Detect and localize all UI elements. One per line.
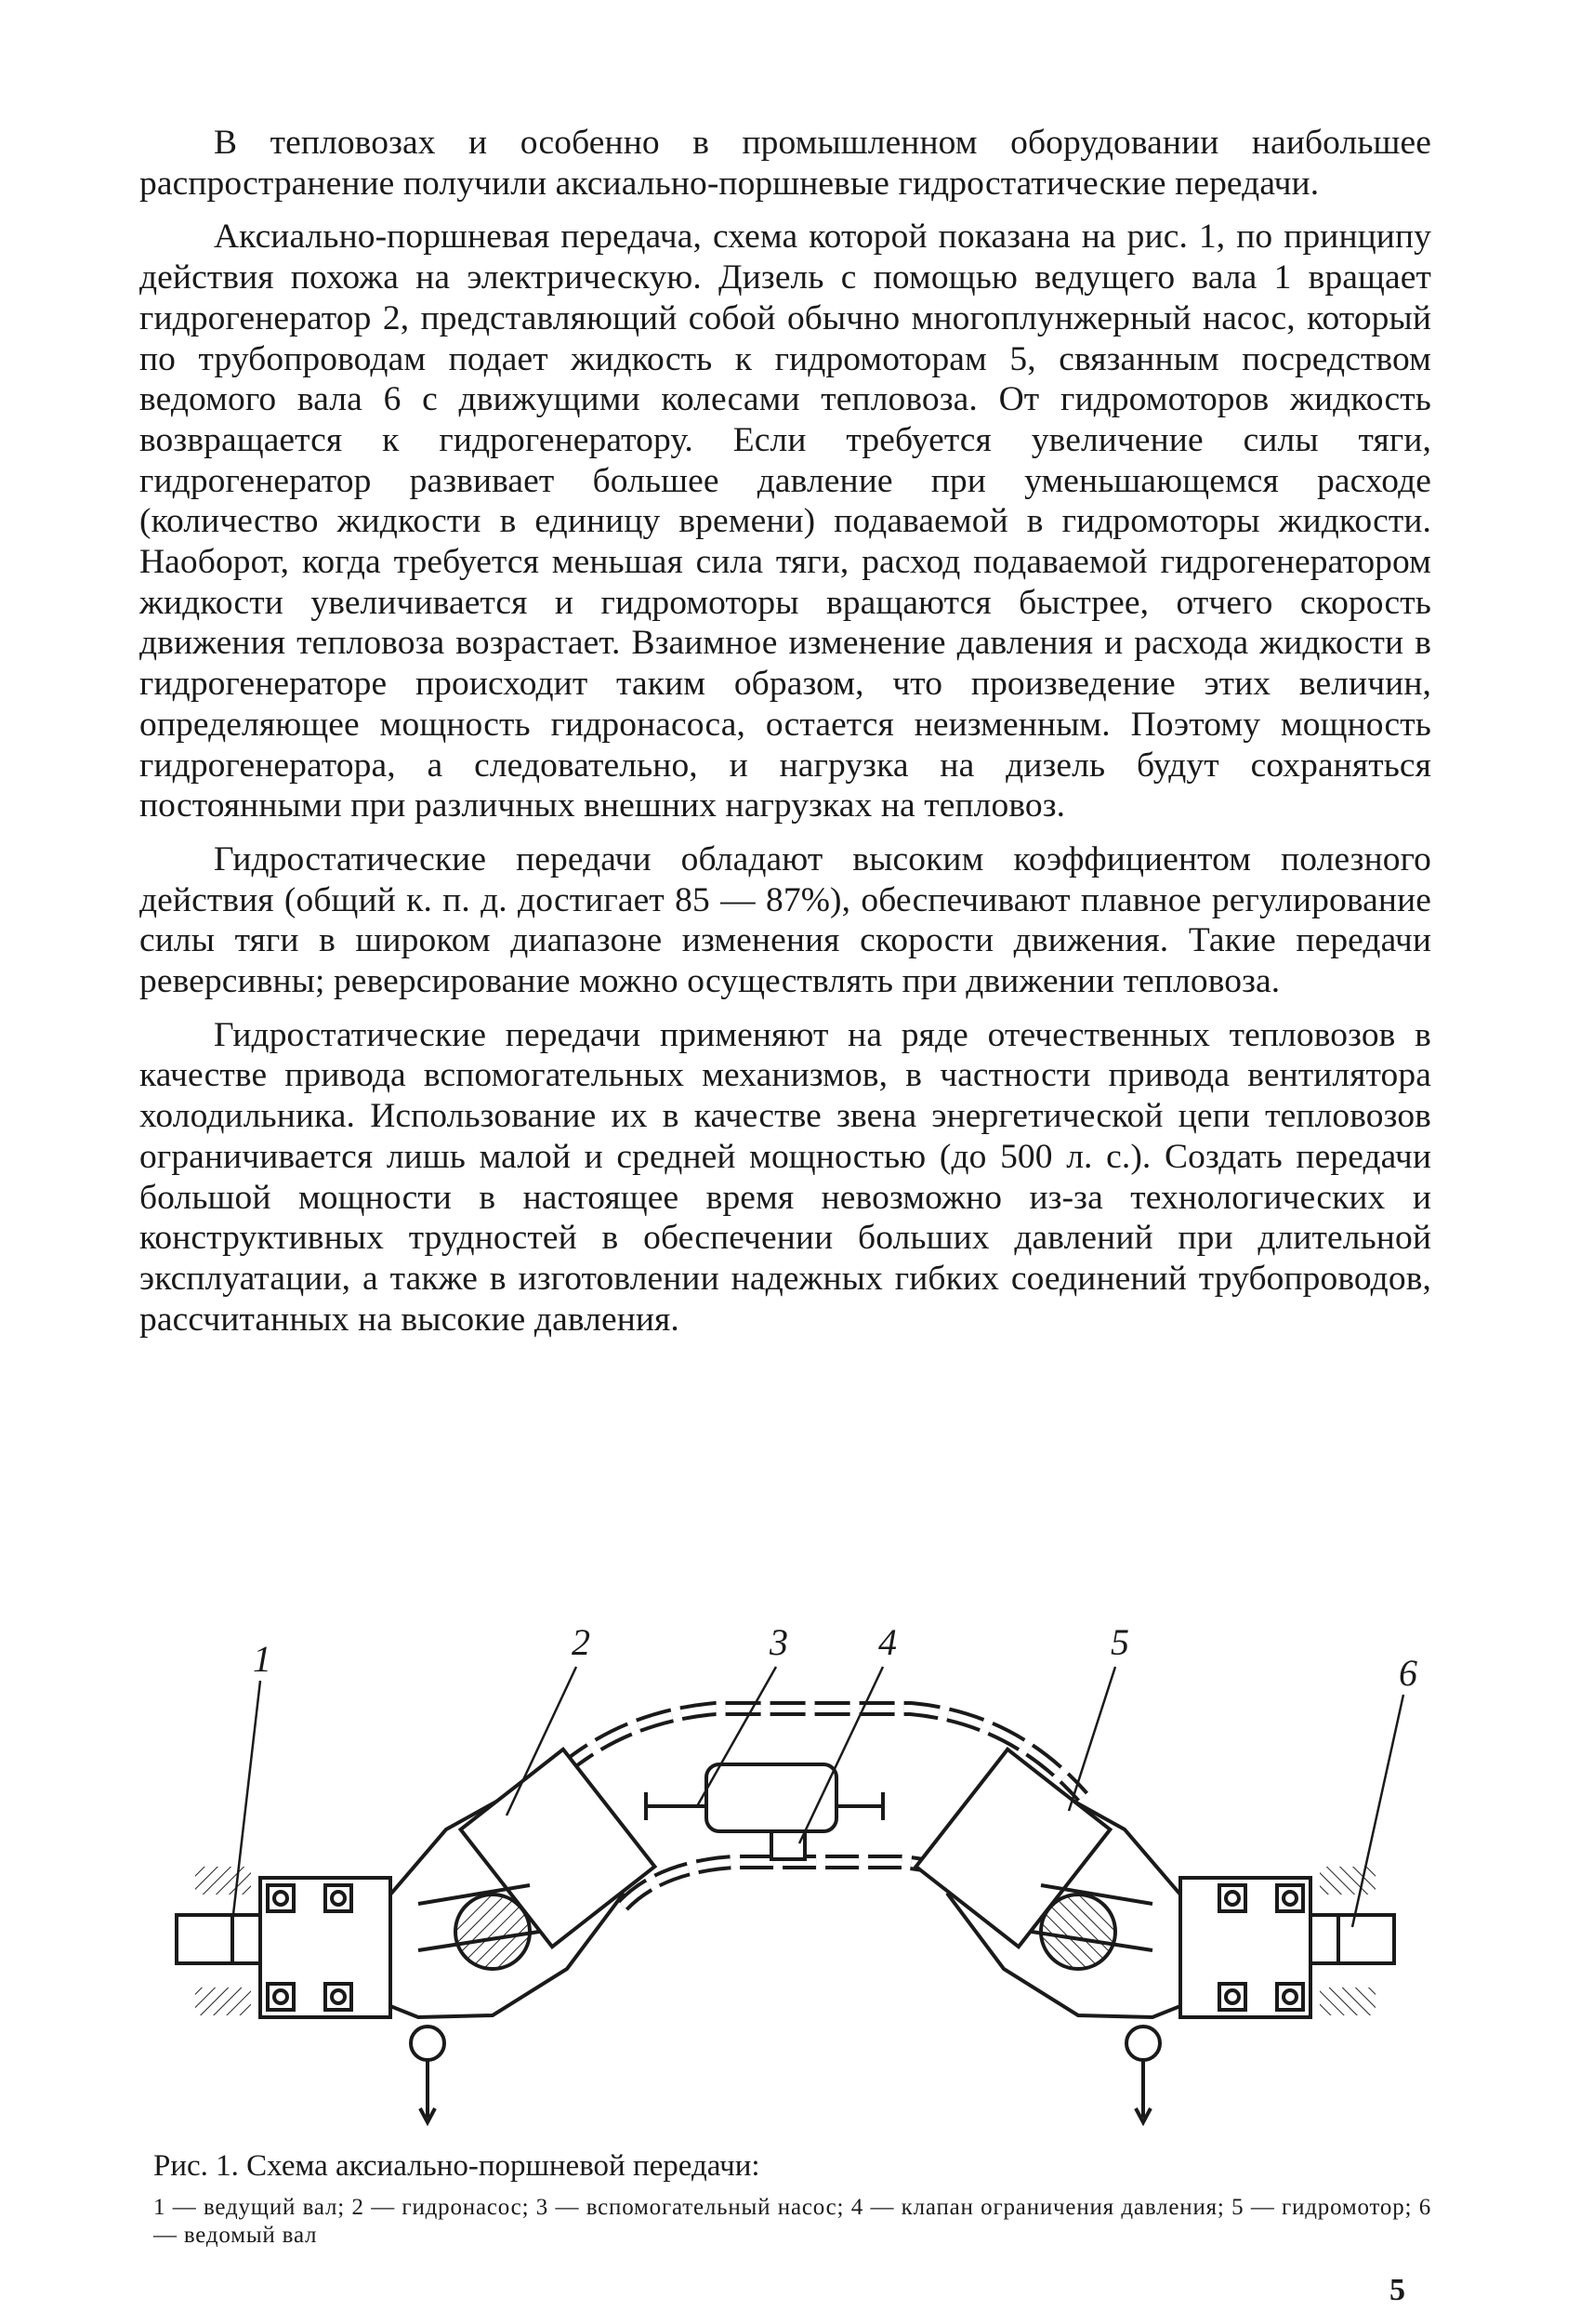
paragraph-1: В тепловозах и особенно в промышленном оборудовании наибольшее распространение получили аксиально-поршневые гидростатические передачи. bbox=[139, 124, 1431, 203]
paragraph-4: Гидростатические передачи применяют на ряде отечественных тепловозов в качестве привода вспомогательных механизмов, в частности привода вентилятора холодильника. Использование их в качестве звена энергетической цепи тепловозов ограничивается лишь малой и средней мощностью (до 500 л. с.). Создать передачи большой мощности в настоящее время невозможно из-за технологических и конструктивных трудностей в обеспечении больших давлений при длительной эксплуатации, а также в изготовлении надежных гибких соединений трубопроводов, рассчитанных на высокие давления. bbox=[139, 1015, 1431, 1339]
label-5: 5 bbox=[1111, 1621, 1129, 1663]
label-3: 3 bbox=[770, 1621, 788, 1663]
page-number: 5 bbox=[1389, 2273, 1405, 2307]
transmission-diagram bbox=[139, 1616, 1431, 2136]
figure-caption bbox=[153, 2147, 1431, 2250]
paragraph-3: Гидростатические передачи обладают высоким коэффициентом полезного действия (общий к. п. д. достигает 85 — 87%), обеспечивают плавное регулирование силы тяги в широком диапазоне изменения скорости движения. Такие передачи реверсивны; реверсирование можно осуществлять при движении тепловоза. bbox=[139, 839, 1431, 1001]
label-2: 2 bbox=[572, 1621, 590, 1663]
paragraph-2: Аксиально-поршневая передача, схема которой показана на рис. 1, по принципу действия похожа на электрическую. Дизель с помощью ведущего вала 1 вращает гидрогенератор 2, представляющий собой обычно многоплунжерный насос, который по трубопроводам подает жидкость к гидромоторам 5, связанным посредством ведомого вала 6 с движущими колесами тепловоза. От гидромоторов жидкость возвращается к гидрогенератору. Если требуется увеличение силы тяги, гидрогенератор развивает большее давление при уменьшающемся расходе (количество жидкости в единицу времени) подаваемой в гидромоторы жидкости. Наоборот, когда требуется меньшая сила тяги, расход подаваемой гидрогенератором жидкости увеличивается и гидромоторы вращаются быстрее, отчего скорость движения тепловоза возрастает. Взаимное изменение давления и расхода жидкости в гидрогенераторе происходит таким образом, что произведение этих величин, определяющее мощность гидронасоса, остается неизменным. Поэтому мощность гидрогенератора, а следовательно, и нагрузка на дизель будут сохраняться постоянными при различных внешних нагрузках на тепловоз. bbox=[139, 218, 1431, 825]
label-1: 1 bbox=[253, 1638, 271, 1680]
label-6: 6 bbox=[1399, 1652, 1417, 1694]
pressure-relief-valve bbox=[771, 1831, 805, 1859]
caption-title: Рис. 1. Схема аксиально-поршневой передачи: bbox=[153, 2149, 760, 2183]
caption-legend: 1 — ведущий вал; 2 — гидронасос; 3 — вспомогательный насос; 4 — клапан ограничения давления; 5 — гидромотор; 6 — ведомый вал bbox=[153, 2195, 1431, 2248]
auxiliary-pump bbox=[706, 1764, 836, 1831]
body-text bbox=[139, 123, 1431, 1353]
label-4: 4 bbox=[878, 1621, 897, 1663]
figure-axial-piston-transmission bbox=[139, 1616, 1431, 2136]
